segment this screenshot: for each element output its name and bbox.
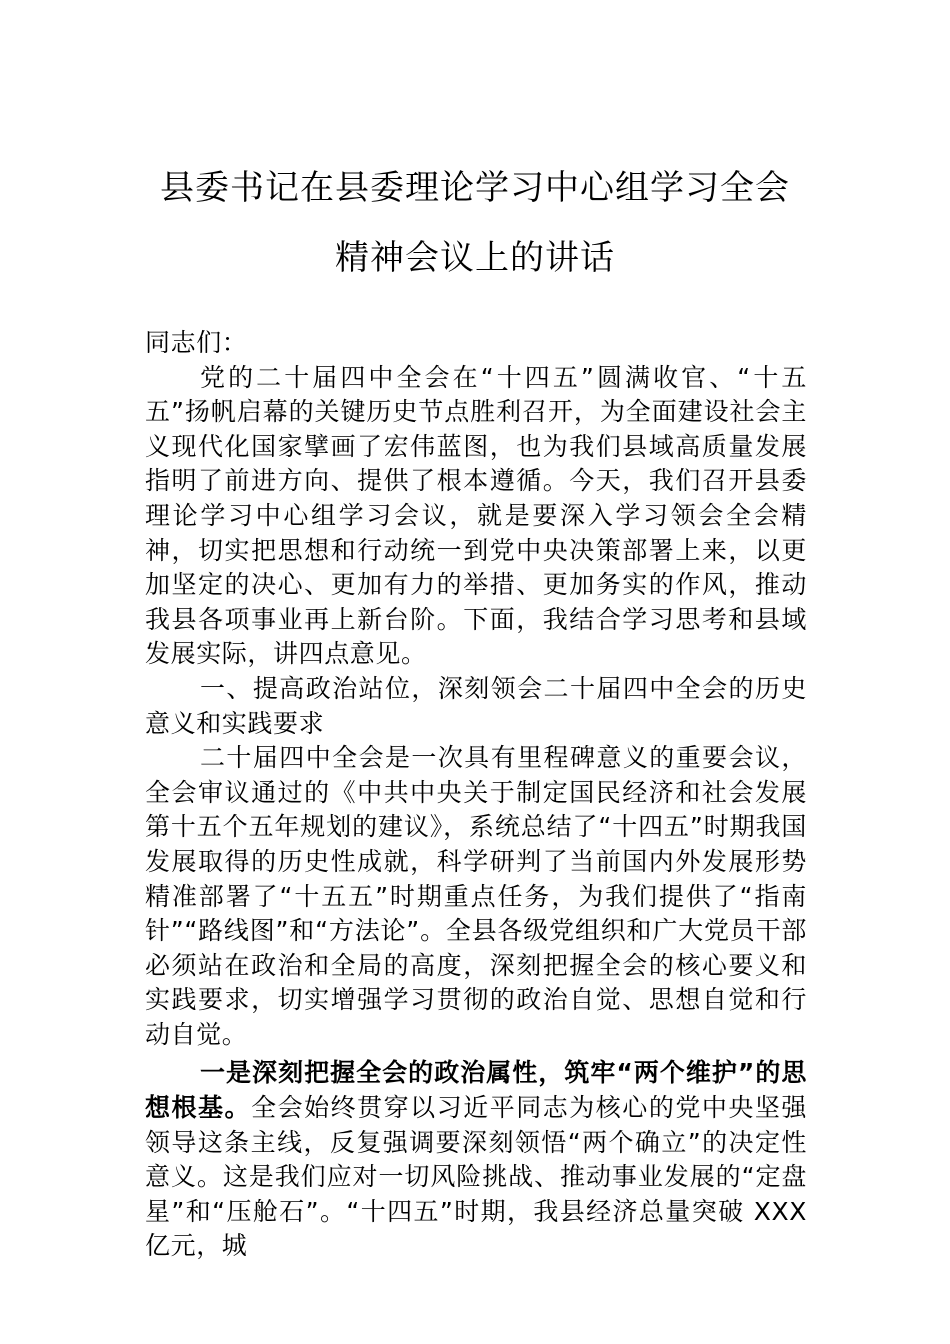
document-title-line-2: 精神会议上的讲话 (335, 238, 615, 278)
paragraph-section-1: 二十届四中全会是一次具有里程碑意义的重要会议，全会审议通过的《中共中央关于制定国民经济和社会发展第十五个五年规划的建议》，系统总结了“十四五”时期我国发展取得的历史性成就，科学研判了当前国内外发展形势精准部署了“十五五”时期重点任务，为我们提供了“指南针”“路线图”和“方法论”。全县各级党组织和广大党员干部必须站在政治和全局的高度，深刻把握全会的核心要义和实践要求，切实增强学习贯彻的政治自觉、思想自觉和行动自觉。 (145, 743, 807, 1049)
point-1-lead: 一是深刻把握全会的政治属性，筑牢“两个维护”的思想根基。 (145, 1058, 807, 1123)
salutation: 同志们： (145, 328, 248, 357)
point-1-text: 全会始终贯穿以习近平同志为核心的党中央坚强领导这条主线，反复强调要深刻领悟“两个确立”的决定性意义。这是我们应对一切风险挑战、推动事业发展的“定盘星”和“压舱石”。“十四五”时期，我县经济总量突破 XXX 亿元，城 (145, 1093, 808, 1261)
paragraph-intro: 党的二十届四中全会在“十四五”圆满收官、“十五五”扬帆启幕的关键历史节点胜利召开，为全面建设社会主义现代化国家擘画了宏伟蓝图，也为我们县域高质量发展指明了前进方向、提供了根本遵循。今天，我们召开县委理论学习中心组学习会议，就是要深入学习领会全会精神，切实把思想和行动统一到党中央决策部署上来，以更加坚定的决心、更加有力的举措、更加务实的作风，推动我县各项事业再上新台阶。下面，我结合学习思考和县域发展实际，讲四点意见。 (145, 362, 807, 669)
paragraph-point-1 (145, 1056, 807, 1264)
document-title-line-1: 县委书记在县委理论学习中心组学习全会 (160, 168, 790, 208)
document-body (145, 326, 807, 1264)
section-heading-1: 一、提高政治站位，深刻领会二十届四中全会的历史意义和实践要求 (145, 673, 807, 738)
